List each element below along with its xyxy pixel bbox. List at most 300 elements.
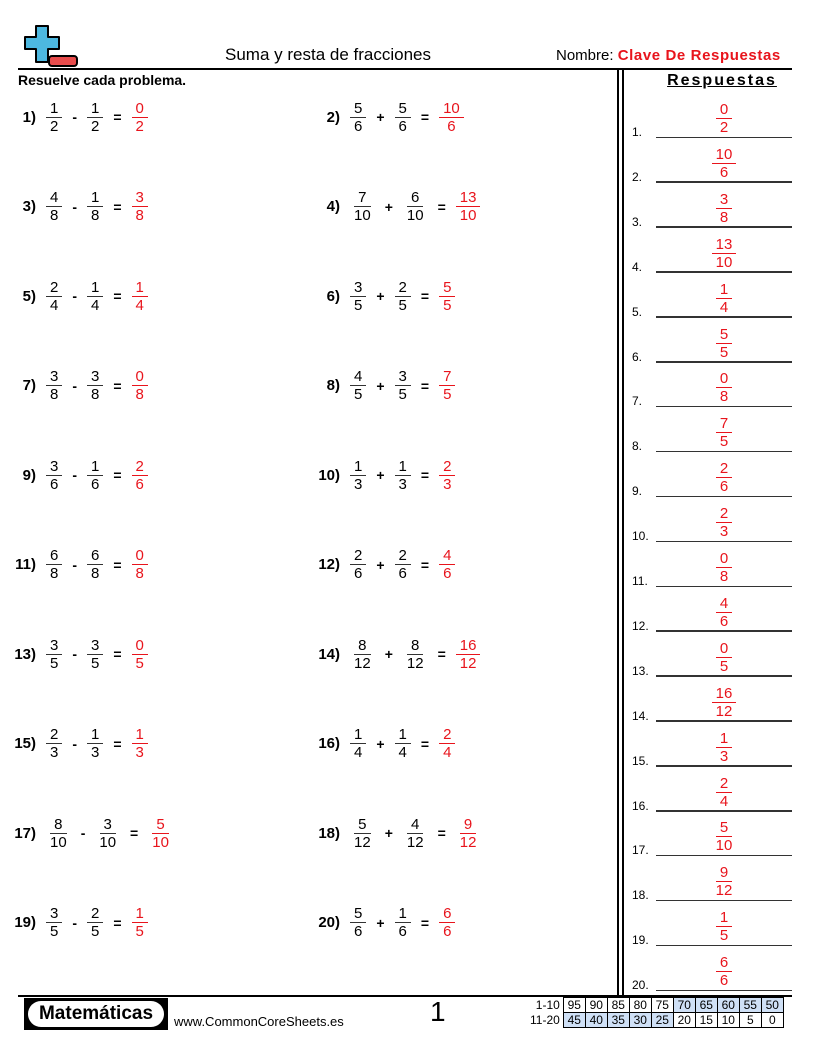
- numerator: 1: [350, 726, 366, 744]
- numerator: 1: [716, 909, 732, 927]
- answer-underline: [656, 855, 792, 857]
- denominator: 8: [719, 388, 729, 406]
- operator: +: [384, 825, 393, 841]
- answer-fraction: [704, 954, 744, 989]
- score-cell: 80: [629, 998, 651, 1013]
- fraction: [403, 816, 428, 851]
- answer-fraction: [704, 640, 744, 675]
- problem-item: [304, 97, 468, 137]
- answer-line: [632, 94, 792, 139]
- denominator: 3: [398, 475, 407, 493]
- numerator: 10: [439, 100, 464, 118]
- numerator: 1: [87, 458, 103, 476]
- denominator: 5: [354, 296, 363, 314]
- answer-fraction: [439, 905, 455, 940]
- page-title: Suma y resta de fracciones: [225, 45, 431, 64]
- answer-line: [632, 588, 792, 633]
- score-cell: 55: [739, 998, 761, 1013]
- fraction: [350, 279, 366, 314]
- numerator: 1: [132, 279, 148, 297]
- answer-underline: [656, 586, 792, 588]
- fraction: [350, 637, 375, 672]
- numerator: 0: [716, 640, 732, 658]
- numerator: 2: [716, 775, 732, 793]
- score-cell: 30: [629, 1013, 651, 1028]
- answer-line: [632, 723, 792, 768]
- equals-sign: =: [113, 914, 122, 931]
- answer-underline: [656, 675, 792, 677]
- answer-label: 4.: [632, 259, 643, 274]
- operator: -: [72, 735, 78, 752]
- answer-line: [632, 229, 792, 274]
- score-cell: 75: [651, 998, 673, 1013]
- denominator: 12: [459, 833, 477, 851]
- numerator: 16: [712, 685, 737, 703]
- fraction: [395, 100, 411, 135]
- numerator: 9: [460, 816, 476, 834]
- denominator: 5: [91, 923, 100, 940]
- operator: -: [80, 825, 86, 841]
- problem-number: 20): [318, 914, 340, 931]
- problem-item: [304, 724, 459, 764]
- score-row: [527, 1013, 783, 1028]
- score-cell: 60: [717, 998, 739, 1013]
- score-cell: 95: [563, 998, 585, 1013]
- answer-underline: [656, 990, 792, 992]
- answers-heading: Respuestas: [667, 72, 777, 89]
- denominator: 5: [719, 657, 729, 675]
- problem-number: 10): [318, 466, 340, 484]
- answer-fraction: [704, 236, 744, 271]
- answer-fraction: [704, 909, 744, 944]
- answer-line: [632, 408, 792, 453]
- denominator: 5: [50, 654, 59, 672]
- answer-label: 19.: [632, 933, 649, 948]
- numerator: 2: [439, 726, 455, 744]
- answer-line: [632, 678, 792, 723]
- problem-number: 2): [326, 108, 340, 126]
- answer-underline: [656, 810, 792, 812]
- answer-line: [632, 319, 792, 364]
- answer-fraction: [704, 775, 744, 810]
- answer-fraction: [439, 547, 455, 582]
- equals-sign: =: [113, 288, 122, 304]
- numerator: 3: [46, 458, 62, 476]
- instructions: Resuelve cada problema.: [18, 72, 187, 88]
- denominator: 3: [135, 744, 144, 761]
- fraction: [46, 816, 71, 851]
- denominator: 4: [354, 744, 363, 761]
- answer-label: 13.: [632, 663, 649, 678]
- fraction: [395, 905, 411, 940]
- problem-item: [304, 366, 459, 406]
- answer-label: 1.: [632, 125, 643, 139]
- numerator: 6: [716, 954, 732, 972]
- operator: +: [376, 288, 385, 304]
- score-cell: 65: [695, 998, 717, 1013]
- denominator: 5: [443, 296, 452, 314]
- numerator: 4: [439, 547, 455, 565]
- answer-line: [632, 768, 792, 813]
- fraction: [46, 100, 62, 135]
- numerator: 2: [716, 505, 732, 523]
- operator: +: [376, 109, 385, 125]
- problem-number: 12): [318, 556, 340, 573]
- header-divider: [18, 68, 792, 70]
- denominator: 10: [99, 833, 117, 851]
- numerator: 6: [46, 547, 62, 565]
- denominator: 4: [398, 744, 407, 761]
- numerator: 1: [87, 189, 103, 207]
- numerator: 3: [395, 368, 411, 386]
- answer-label: 14.: [632, 708, 649, 723]
- problem-number: 3): [22, 198, 36, 215]
- denominator: 5: [398, 296, 407, 314]
- numerator: 3: [46, 637, 62, 655]
- answer-fraction: [439, 100, 464, 135]
- name-field: [556, 47, 781, 64]
- fraction: [87, 458, 103, 493]
- answer-line: [632, 363, 792, 408]
- fraction: [87, 189, 103, 224]
- numerator: 2: [716, 460, 732, 478]
- denominator: 8: [91, 386, 100, 403]
- denominator: 8: [50, 565, 59, 582]
- problem-item: [0, 813, 177, 853]
- equals-sign: =: [113, 735, 122, 752]
- numerator: 9: [716, 864, 732, 882]
- numerator: 6: [87, 547, 103, 565]
- answer-fraction: [132, 458, 148, 493]
- answer-label: 11.: [632, 574, 648, 588]
- problem-item: [0, 545, 152, 585]
- denominator: 10: [406, 207, 424, 224]
- numerator: 6: [407, 189, 423, 207]
- answer-fraction: [439, 458, 455, 493]
- numerator: 5: [439, 279, 455, 297]
- denominator: 6: [354, 923, 363, 940]
- numerator: 3: [87, 637, 103, 655]
- fraction: [403, 637, 428, 672]
- denominator: 3: [354, 475, 363, 493]
- equals-sign: =: [113, 377, 122, 394]
- problem-item: [0, 903, 152, 943]
- denominator: 5: [719, 927, 729, 945]
- denominator: 8: [50, 207, 59, 224]
- answer-fraction: [132, 100, 148, 135]
- numerator: 1: [716, 281, 732, 299]
- numerator: 1: [132, 905, 148, 923]
- fraction: [395, 458, 411, 493]
- numerator: 5: [350, 905, 366, 923]
- fraction: [46, 368, 62, 403]
- fraction: [46, 726, 62, 761]
- score-cell: 15: [695, 1013, 717, 1028]
- denominator: 6: [354, 117, 363, 135]
- numerator: 13: [456, 189, 481, 207]
- problem-number: 7): [22, 377, 36, 394]
- score-range-label: 1-10: [535, 998, 560, 1012]
- operator: -: [72, 377, 78, 394]
- answer-fraction: [704, 864, 744, 899]
- problem-number: 14): [318, 645, 340, 663]
- answer-label: 8.: [632, 439, 643, 454]
- problem-item: [0, 276, 152, 316]
- answer-underline: [656, 406, 792, 408]
- answer-underline: [656, 945, 792, 947]
- fraction: [87, 368, 103, 403]
- denominator: 8: [91, 565, 100, 582]
- denominator: 5: [135, 654, 144, 672]
- numerator: 2: [395, 279, 411, 297]
- denominator: 10: [715, 253, 733, 271]
- fraction: [350, 905, 366, 940]
- score-cell: 25: [651, 1013, 673, 1028]
- operator: +: [376, 914, 385, 931]
- equals-sign: =: [420, 735, 430, 752]
- answer-line: [632, 902, 792, 947]
- numerator: 3: [87, 368, 103, 386]
- numerator: 7: [354, 189, 370, 207]
- numerator: 2: [350, 547, 366, 565]
- numerator: 3: [716, 191, 732, 209]
- numerator: 0: [132, 547, 148, 565]
- answer-line: [632, 633, 792, 678]
- fraction: [395, 726, 411, 761]
- answer-label: 10.: [632, 529, 649, 544]
- numerator: 1: [87, 279, 103, 297]
- fraction: [87, 726, 103, 761]
- denominator: 4: [91, 296, 100, 314]
- answer-underline: [656, 137, 792, 139]
- operator: +: [376, 556, 385, 573]
- answer-fraction: [704, 370, 744, 405]
- numerator: 7: [716, 415, 732, 433]
- equals-sign: =: [420, 288, 430, 304]
- answer-label: 16.: [632, 798, 649, 813]
- answer-fraction: [704, 146, 744, 181]
- answer-underline: [656, 361, 792, 363]
- answer-fraction: [704, 505, 744, 540]
- numerator: 1: [350, 458, 366, 476]
- answer-label: 9.: [632, 484, 643, 499]
- operator: -: [72, 109, 78, 125]
- answer-label: 2.: [632, 169, 643, 184]
- numerator: 13: [712, 236, 737, 254]
- answer-line: [632, 139, 792, 184]
- operator: +: [384, 198, 393, 215]
- problem-item: [304, 545, 459, 585]
- answer-fraction: [456, 189, 481, 224]
- answer-line: [632, 274, 792, 319]
- problem-number: 19): [14, 914, 36, 931]
- problem-item: [0, 97, 152, 137]
- answer-underline: [656, 316, 792, 318]
- denominator: 5: [50, 923, 59, 940]
- numerator: 1: [87, 100, 103, 118]
- answer-underline: [656, 271, 792, 273]
- denominator: 8: [719, 568, 729, 585]
- fraction: [87, 637, 103, 672]
- operator: -: [72, 556, 78, 573]
- denominator: 10: [459, 207, 477, 224]
- numerator: 5: [152, 816, 168, 834]
- site-url: www.CommonCoreSheets.es: [174, 1014, 344, 1029]
- numerator: 1: [395, 458, 411, 476]
- equals-sign: =: [437, 825, 446, 841]
- answer-fraction: [132, 368, 148, 403]
- operator: +: [376, 467, 385, 483]
- operator: -: [72, 467, 78, 483]
- equals-sign: =: [113, 467, 122, 483]
- numerator: 5: [350, 100, 366, 118]
- denominator: 3: [719, 747, 729, 765]
- denominator: 5: [354, 386, 363, 403]
- fraction: [350, 726, 366, 761]
- equals-sign: =: [113, 109, 122, 125]
- equals-sign: =: [437, 646, 446, 662]
- denominator: 2: [135, 117, 144, 135]
- answer-fraction: [439, 368, 455, 403]
- problem-number: 13): [14, 645, 36, 663]
- answer-fraction: [132, 547, 148, 582]
- problem-item: [304, 187, 484, 227]
- equals-sign: =: [113, 646, 122, 662]
- numerator: 2: [395, 547, 411, 565]
- numerator: 0: [132, 637, 148, 655]
- fraction: [350, 189, 375, 224]
- answer-fraction: [704, 191, 744, 226]
- problem-number: 18): [318, 824, 340, 842]
- denominator: 4: [719, 792, 729, 810]
- numerator: 3: [46, 368, 62, 386]
- denominator: 10: [50, 833, 67, 851]
- answer-fraction: [132, 279, 148, 314]
- operator: -: [72, 914, 78, 931]
- denominator: 6: [398, 117, 407, 135]
- denominator: 8: [719, 208, 729, 226]
- denominator: 5: [135, 923, 144, 940]
- denominator: 6: [354, 565, 363, 582]
- denominator: 4: [719, 298, 729, 316]
- denominator: 12: [715, 702, 733, 720]
- answer-line: [632, 498, 792, 543]
- name-value: Clave De Respuestas: [617, 47, 781, 64]
- score-cell: 50: [761, 998, 783, 1013]
- answer-fraction: [704, 595, 744, 630]
- answer-fraction: [704, 460, 744, 495]
- fraction: [87, 547, 103, 582]
- denominator: 10: [715, 837, 733, 855]
- numerator: 0: [132, 100, 148, 118]
- problem-item: [0, 634, 152, 674]
- answer-label: 6.: [632, 349, 643, 364]
- equals-sign: =: [437, 198, 446, 215]
- answer-fraction: [704, 685, 744, 720]
- fraction: [46, 458, 62, 493]
- brand-badge: [24, 998, 168, 1030]
- numerator: 6: [439, 905, 455, 923]
- denominator: 12: [354, 654, 371, 672]
- numerator: 5: [354, 816, 370, 834]
- score-cell: 40: [585, 1013, 607, 1028]
- answer-underline: [656, 765, 792, 767]
- answer-fraction: [704, 326, 744, 361]
- answer-fraction: [704, 281, 744, 316]
- problem-item: [304, 903, 459, 943]
- denominator: 8: [135, 386, 144, 403]
- fraction: [46, 905, 62, 940]
- equals-sign: =: [130, 825, 139, 841]
- column-divider: [617, 70, 619, 996]
- answer-underline: [656, 720, 792, 722]
- denominator: 5: [719, 343, 729, 361]
- answer-line: [632, 543, 792, 588]
- denominator: 5: [398, 386, 407, 403]
- answer-underline: [656, 900, 792, 902]
- answer-label: 18.: [632, 888, 649, 903]
- denominator: 6: [443, 923, 452, 940]
- problem-number: 11): [15, 556, 36, 573]
- numerator: 5: [716, 326, 732, 344]
- score-cell: 90: [585, 998, 607, 1013]
- numerator: 2: [132, 458, 148, 476]
- fraction: [350, 100, 366, 135]
- equals-sign: =: [420, 467, 430, 483]
- numerator: 4: [407, 816, 423, 834]
- problem-number: 1): [22, 108, 36, 126]
- denominator: 6: [719, 478, 729, 496]
- problem-item: [304, 276, 459, 316]
- numerator: 4: [46, 189, 62, 207]
- denominator: 8: [135, 207, 144, 224]
- answer-label: 7.: [632, 394, 643, 409]
- denominator: 8: [50, 386, 59, 403]
- denominator: 6: [447, 117, 456, 135]
- answer-fraction: [704, 730, 744, 765]
- answer-fraction: [704, 550, 744, 585]
- numerator: 2: [46, 726, 62, 744]
- numerator: 3: [350, 279, 366, 297]
- numerator: 0: [716, 550, 732, 568]
- denominator: 8: [135, 565, 144, 582]
- operator: -: [72, 198, 78, 215]
- problem-number: 5): [22, 287, 36, 305]
- problem-number: 16): [318, 735, 340, 752]
- score-range-label: 11-20: [530, 1013, 560, 1027]
- denominator: 6: [398, 565, 407, 582]
- denominator: 12: [354, 833, 371, 851]
- denominator: 2: [50, 117, 59, 135]
- answer-underline: [656, 541, 792, 543]
- score-cell: 85: [607, 998, 629, 1013]
- denominator: 5: [91, 654, 100, 672]
- answer-underline: [656, 181, 792, 183]
- answer-fraction: [456, 637, 481, 672]
- answer-line: [632, 857, 792, 902]
- column-divider: [622, 70, 624, 996]
- problem-item: [304, 813, 484, 853]
- problem-item: [0, 366, 152, 406]
- problem-number: 15): [14, 735, 36, 752]
- fraction: [350, 458, 366, 493]
- denominator: 3: [91, 744, 100, 761]
- score-cell: 45: [563, 1013, 585, 1028]
- denominator: 2: [719, 119, 729, 136]
- fraction: [350, 816, 375, 851]
- answer-line: [632, 947, 792, 992]
- fraction: [46, 547, 62, 582]
